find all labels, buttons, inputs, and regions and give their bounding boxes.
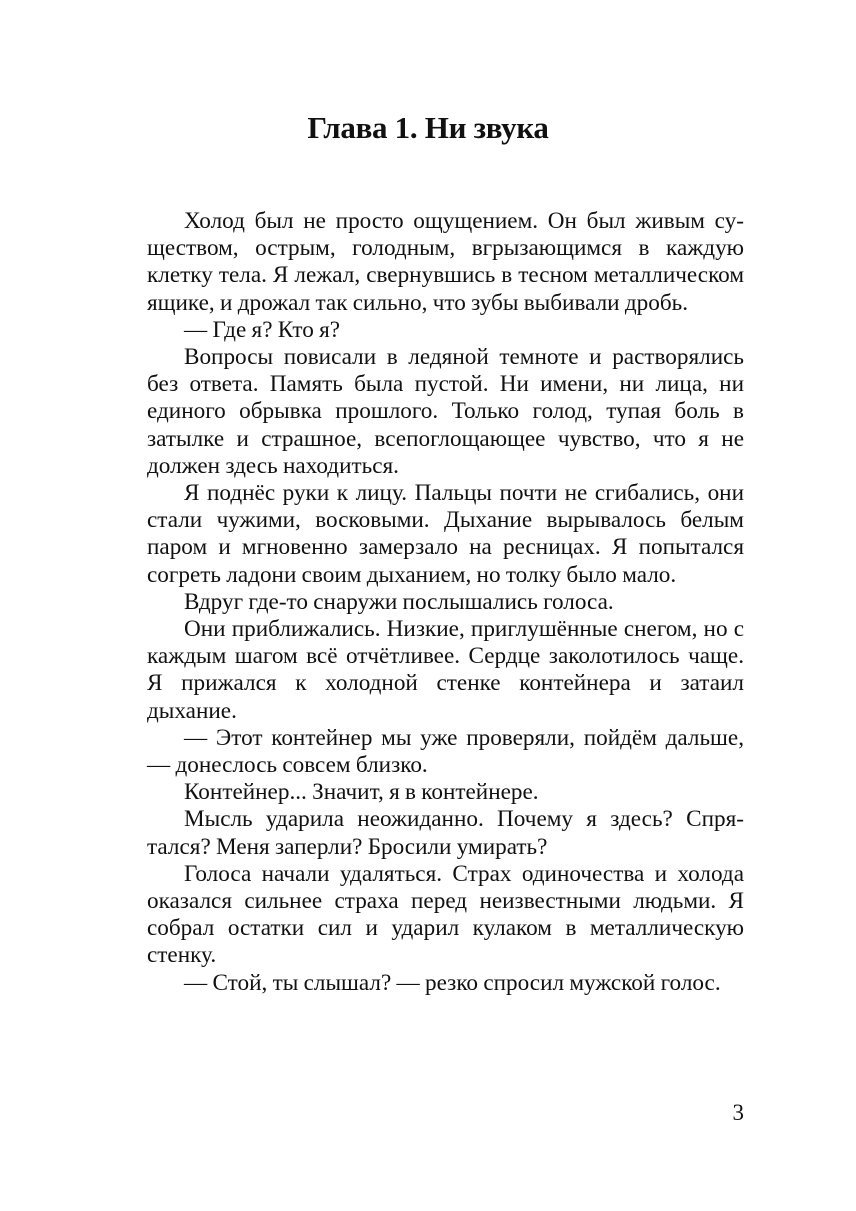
chapter-title: Глава 1. Ни звука [307,110,549,145]
chapter-body [147,208,744,997]
paragraph: — Этот контейнер мы уже проверяли, пойдём дальше, — донеслось совсем близко. [147,724,744,779]
paragraph: Я поднёс руки к лицу. Пальцы почти не сгибались, они стали чужими, восковыми. Дыхание вырывалось белым паром и мгновенно замерзало на ресницах. Я попытался согреть ладони своим дыханием, но толку было мало. [147,480,744,588]
paragraph: Мысль ударила неожиданно. Почему я здесь? Спрятался? Меня заперли? Бросили умирать? [147,806,744,860]
paragraph: Холод был не просто ощущением. Он был живым существом, острым, голодным, вгрызающимся в каждую клетку тела. Я лежал, свернувшись в тесном металлическом ящике, и дрожал так сильно, что зубы выбивали дробь. [147,208,744,316]
paragraph: Они приближались. Низкие, приглушённые снегом, но с каждым шагом всё отчётливее. Сердце заколотилось чаще. Я прижался к холодной стенке контейнера и затаил дыхание. [147,616,744,724]
paragraph: Вопросы повисали в ледяной темноте и растворялись без ответа. Память была пустой. Ни имени, ни лица, ни единого обрывка прошлого. Только голод, тупая боль в затылке и страшное, всепоглощающее чувство, что я не должен здесь находиться. [147,344,744,479]
page-number: 3 [732,1100,744,1125]
paragraph: — Где я? Кто я? [184,316,341,343]
paragraph: — Стой, ты слышал? — резко спросил мужской голос. [184,969,721,996]
paragraph: Вдруг где-то снаружи послышались голоса. [184,588,614,615]
paragraph: Голоса начали удаляться. Страх одиночества и холода оказался сильнее страха перед неизвестными людьми. Я собрал остатки сил и ударил кулаком в металлическую стенку. [147,860,744,969]
paragraph: Контейнер... Значит, я в контейнере. [184,779,539,806]
